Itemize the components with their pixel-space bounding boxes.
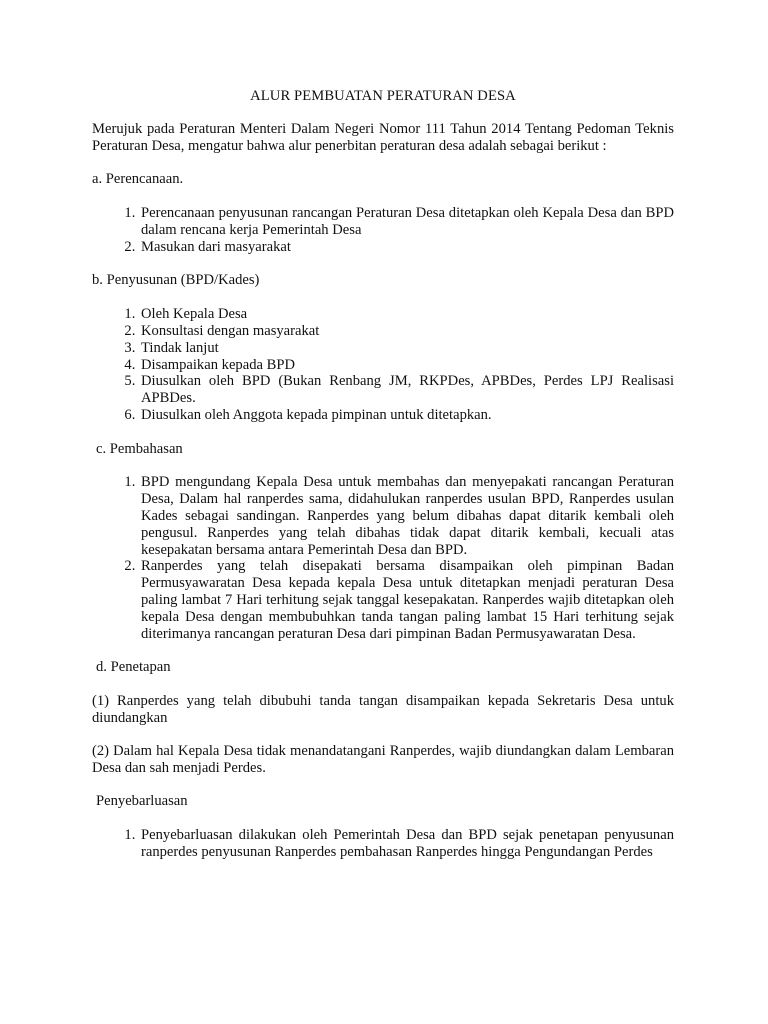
section-heading: b. Penyusunan (BPD/Kades) — [92, 272, 260, 289]
list-item: 2. Masukan dari masyarakat — [139, 239, 674, 256]
spacer — [92, 676, 674, 693]
spacer — [92, 777, 674, 794]
section-heading: d. Penetapan — [96, 659, 171, 676]
numbered-list — [92, 205, 674, 255]
section-pembahasan — [92, 441, 674, 643]
spacer — [92, 424, 674, 441]
section-penyebarluasan — [92, 793, 674, 860]
list-item: 3. Tindak lanjut — [139, 340, 674, 357]
list-item: 5. Diusulkan oleh BPD (Bukan Renbang JM, RKPDes, APBDes, Perdes LPJ Realisasi APBDes. — [139, 373, 674, 407]
list-item: 1. Penyebarluasan dilakukan oleh Pemerintah Desa dan BPD sejak penetapan penyusunan ranperdes penyusunan Ranperdes pembahasan Ranperdes hingga Pengundangan Perdes — [139, 827, 674, 861]
list-item: 2. Konsultasi dengan masyarakat — [139, 323, 674, 340]
list-item: 1. BPD mengundang Kepala Desa untuk membahas dan menyepakati rancangan Peraturan Desa, Dalam hal ranperdes sama, didahulukan ranperdes usulan BPD, Ranperdes usulan Kades sebagai sandingan. Ranperdes yang belum dibahas dapat ditarik kembali oleh pengusul. Ranperdes yang telah dibahas tidak dapat ditarik kembali, kecuali atas kesepakatan bersama antara Pemerintah Desa dan BPD. — [139, 474, 674, 558]
section-heading: Penyebarluasan — [96, 793, 188, 810]
section-penyusunan — [92, 272, 674, 423]
penetapan-point: (1) Ranperdes yang telah dibubuhi tanda tangan disampaikan kepada Sekretaris Desa untuk diundangkan — [92, 692, 674, 726]
section-penetapan — [92, 659, 674, 777]
list-item: 4. Disampaikan kepada BPD — [139, 357, 674, 374]
spacer — [92, 642, 674, 659]
section-heading: c. Pembahasan — [96, 440, 183, 457]
numbered-list — [92, 306, 674, 424]
document-title: ALUR PEMBUATAN PERATURAN DESA — [250, 88, 516, 104]
spacer — [92, 256, 674, 273]
section-perencanaan — [92, 171, 674, 255]
list-item: 1. Perencanaan penyusunan rancangan Peraturan Desa ditetapkan oleh Kepala Desa dan BPD dalam rencana kerja Pemerintah Desa — [139, 205, 674, 239]
numbered-list — [92, 827, 674, 861]
section-heading: a. Perencanaan. — [92, 171, 184, 188]
spacer — [92, 726, 674, 743]
numbered-list — [92, 474, 674, 642]
list-item: 2. Ranperdes yang telah disepakati bersama disampaikan oleh pimpinan Badan Permusyawaratan Desa kepada kepala Desa untuk ditetapkan menjadi peraturan Desa paling lambat 7 Hari terhitung sejak tanggal kesepakatan. Ranperdes wajib ditetapkan oleh kepala Desa dengan membubuhkan tanda tangan paling lambat 15 Hari terhitung sejak diterimanya rancangan peraturan Desa dari pimpinan Badan Permusyawaratan Desa. — [139, 558, 674, 642]
intro-paragraph: Merujuk pada Peraturan Menteri Dalam Negeri Nomor 111 Tahun 2014 Tentang Pedoman Teknis Peraturan Desa, mengatur bahwa alur penerbitan peraturan desa adalah sebagai berikut : — [92, 120, 674, 154]
penetapan-point: (2) Dalam hal Kepala Desa tidak menandatangani Ranperdes, wajib diundangkan dalam Lembaran Desa dan sah menjadi Perdes. — [92, 743, 674, 776]
list-item: 6. Diusulkan oleh Anggota kepada pimpinan untuk ditetapkan. — [139, 407, 674, 424]
list-item: 1. Oleh Kepala Desa — [139, 306, 674, 323]
